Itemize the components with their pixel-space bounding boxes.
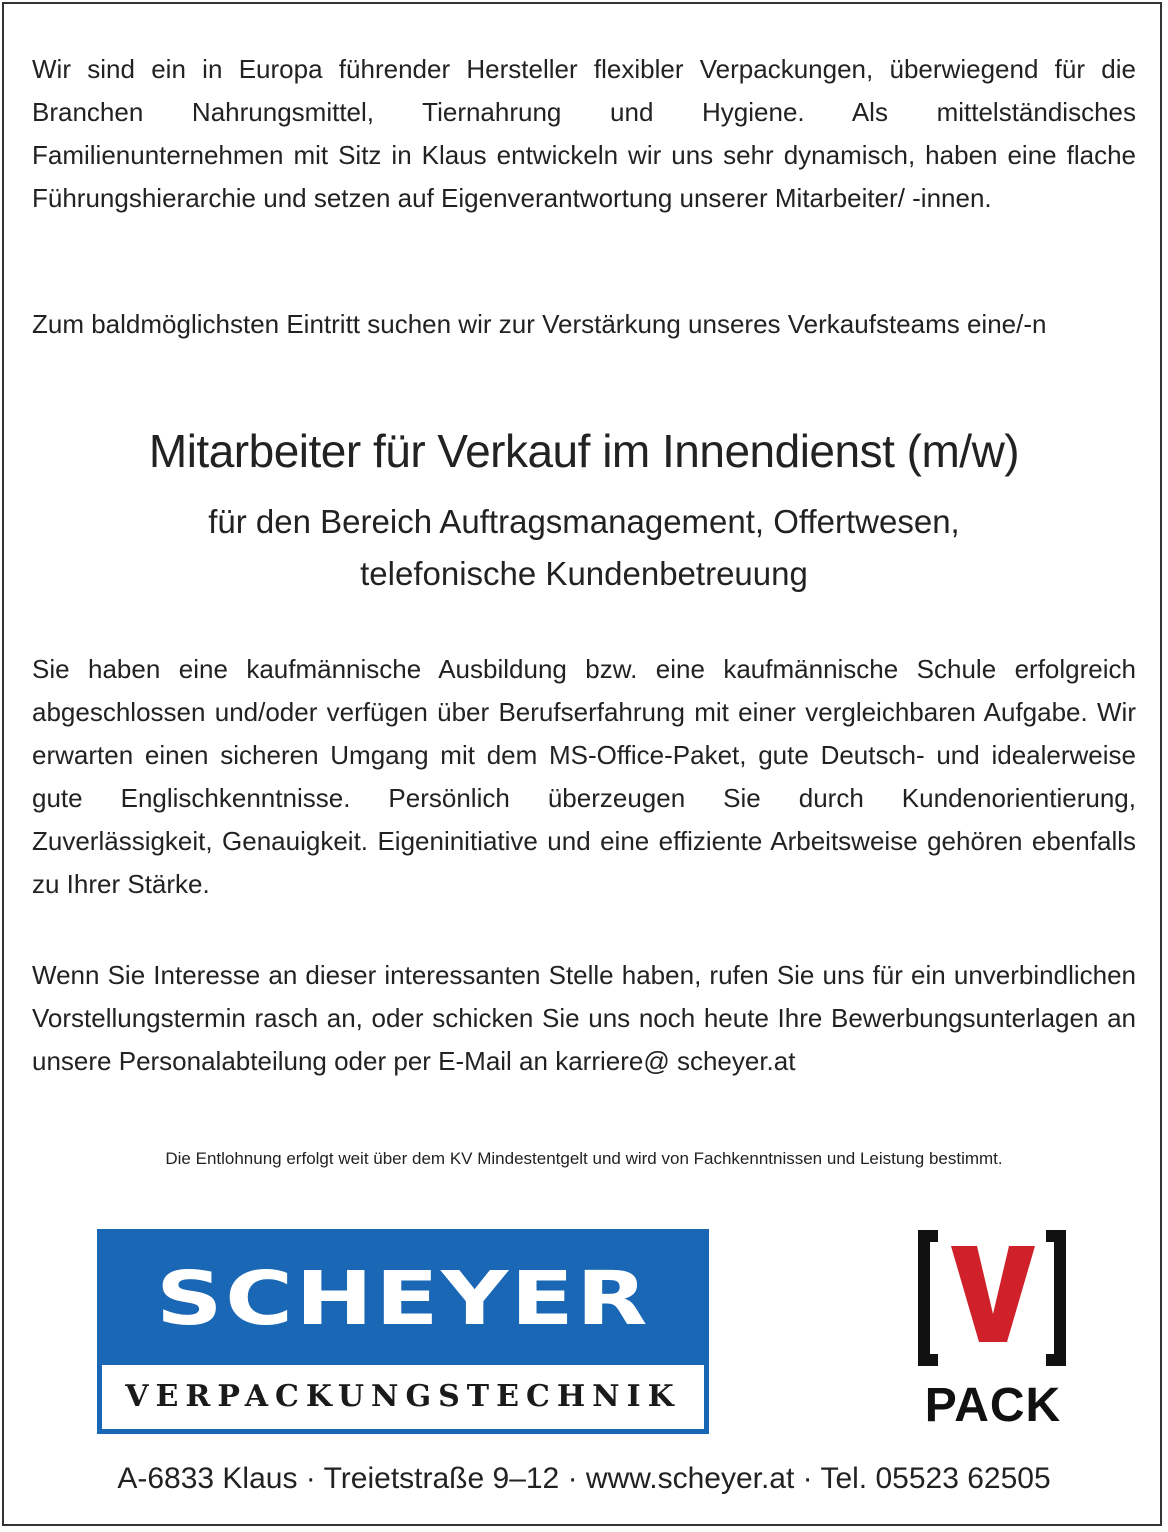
scheyer-logo	[97, 1229, 709, 1434]
requirements-paragraph: Sie haben eine kaufmännische Ausbildung bzw. eine kaufmännische Schule erfolgreich abgeschlossen und/oder verfügen über Berufserfahrung mit einer vergleichbaren Aufgabe. Wir erwarten einen sicheren Umgang mit dem MS-Office-Paket, gute Deutsch- und idealerweise gute Englischkenntnisse. Persönlich überzeugen Sie durch Kundenorientierung, Zuverlässigkeit, Genauigkeit. Eigeninitiative und eine effiziente Arbeitsweise gehören ebenfalls zu Ihrer Stärke.	[32, 654, 1136, 899]
search-paragraph: Zum baldmöglichsten Eintritt suchen wir zur Verstärkung unseres Verkaufsteams eine/-n	[32, 309, 1047, 339]
scheyer-subtitle: VERPACKUNGSTECHNIK	[125, 1379, 681, 1414]
scheyer-wordmark: SCHEYER	[155, 1256, 650, 1342]
job-subtitle-line2: telefonische Kundenbetreuung	[360, 555, 808, 592]
apply-paragraph: Wenn Sie Interesse an dieser interessanten Stelle haben, rufen Sie uns für ein unverbindlichen Vorstellungstermin rasch an, oder schicken Sie uns noch heute Ihre Bewerbungsunterlagen an unsere Personalabteilung oder per E-Mail an karriere@ scheyer.at	[32, 960, 1136, 1076]
vpack-wordmark: PACK	[924, 1379, 1062, 1432]
salary-note: Die Entlohnung erfolgt weit über dem KV Mindestentgelt und wird von Fachkenntnissen und Leistung bestimmt.	[165, 1149, 1003, 1168]
left-bracket-icon	[918, 1230, 938, 1366]
scheyer-subtitle-box	[102, 1365, 704, 1429]
job-title: Mitarbeiter für Verkauf im Innendienst (m/w)	[148, 425, 1020, 477]
intro-paragraph: Wir sind ein in Europa führender Hersteller flexibler Verpackungen, überwiegend für die Branchen Nahrungsmittel, Tiernahrung und Hygiene. Als mittelständisches Familienunternehmen mit Sitz in Klaus entwickeln wir uns sehr dynamisch, haben eine flache Führungshierarchie und setzen auf Eigenverantwortung unserer Mitarbeiter/ -innen.	[32, 54, 1136, 213]
company-address: A-6833 Klaus · Treietstraße 9–12 · www.scheyer.at · Tel. 05523 62505	[117, 1462, 1051, 1495]
job-subtitle-line1: für den Bereich Auftragsmanagement, Offertwesen,	[208, 503, 960, 540]
v-letter-icon	[943, 1238, 1043, 1350]
right-bracket-icon	[1046, 1230, 1066, 1366]
vpack-logo	[915, 1230, 1071, 1440]
